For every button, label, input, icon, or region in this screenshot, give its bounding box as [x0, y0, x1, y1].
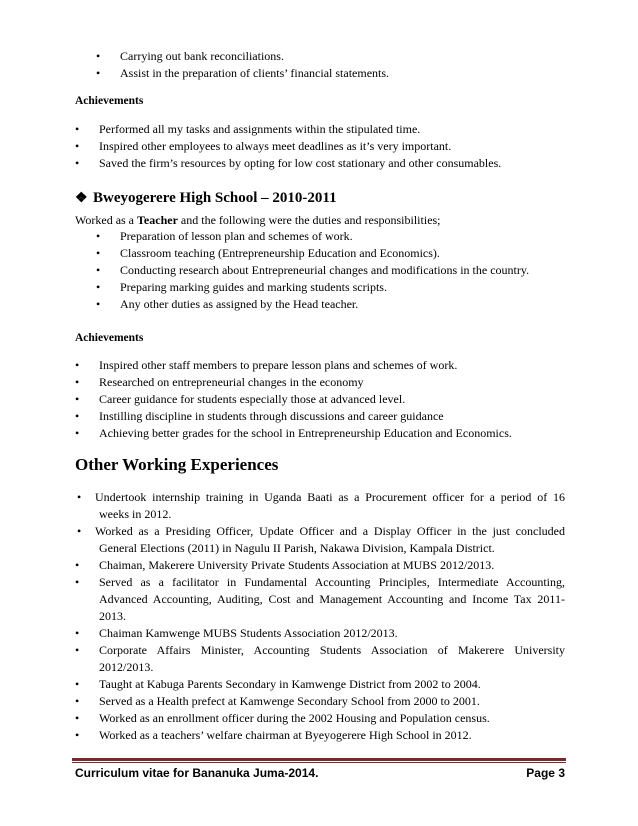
footer-divider	[72, 758, 566, 761]
achievements-heading: Achievements	[75, 95, 144, 107]
footer-divider-thin	[72, 762, 566, 763]
list-item: • Chaiman Kamwenge MUBS Students Association 2012/2013.	[75, 626, 398, 640]
page-footer	[75, 766, 565, 780]
list-item: • Served as a facilitator in Fundamental Accounting Principles, Intermediate Accounting, Advanced Accounting, Auditing, Cost and Management Accounting and Income Tax 2011- 2013.	[75, 575, 565, 623]
list-item: • Classroom teaching (Entrepreneurship Education and Economics).	[96, 246, 440, 260]
list-item: • Conducting research about Entrepreneurial changes and modifications in the country.	[96, 263, 530, 277]
school-heading: ❖ Bweyogerere High School – 2010-2011	[75, 190, 337, 206]
duties-list	[96, 228, 566, 313]
list-item: • Worked as an enrollment officer during the 2002 Housing and Population census.	[75, 711, 490, 725]
list-item: • Researched on entrepreneurial changes in the economy	[75, 375, 364, 389]
list-item: • Chaiman, Makerere University Private Students Association at MUBS 2012/2013.	[75, 558, 495, 572]
diamond-bullet-icon: ❖	[75, 191, 88, 206]
list-item: • Instilling discipline in students through discussions and career guidance	[75, 409, 444, 423]
list-item: • Any other duties as assigned by the Head teacher.	[96, 297, 359, 311]
achievements-list-1	[75, 121, 565, 172]
list-item: • Inspired other staff members to prepare lesson plans and schemes of work.	[75, 358, 458, 372]
achievements-list-2	[75, 357, 565, 442]
other-experiences-list	[75, 489, 565, 744]
list-item: • Taught at Kabuga Parents Secondary in Kamwenge District from 2002 to 2004.	[75, 677, 481, 691]
footer-title: Curriculum vitae for Bananuka Juma-2014.	[75, 766, 319, 780]
list-item: • Preparing marking guides and marking students scripts.	[96, 280, 387, 294]
school-intro: Worked as a Teacher and the following were the duties and responsibilities;	[75, 213, 441, 227]
achievements-heading: Achievements	[75, 332, 144, 344]
list-item: • Assist in the preparation of clients’ financial statements.	[96, 66, 390, 80]
list-item: • Preparation of lesson plan and schemes of work.	[96, 229, 353, 243]
list-item: • Career guidance for students especially those at advanced level.	[75, 392, 406, 406]
page-number: Page 3	[526, 766, 565, 780]
list-item: • Served as a Health prefect at Kamwenge Secondary School from 2000 to 2001.	[75, 694, 480, 708]
list-item: • Carrying out bank reconciliations.	[96, 49, 284, 63]
list-item: • Worked as a teachers’ welfare chairman at Byeyogerere High School in 2012.	[75, 728, 472, 742]
top-bullet-list	[96, 48, 566, 82]
list-item: • Worked as a Presiding Officer, Update Officer and a Display Officer in the just concluded General Elections (2011) in Nagulu II Parish, Nakawa Division, Kampala District.	[77, 524, 565, 555]
other-experiences-heading: Other Working Experiences	[75, 455, 279, 474]
list-item: • Corporate Affairs Minister, Accounting Students Association of Makerere University 2012/2013.	[75, 643, 565, 674]
list-item: • Saved the firm’s resources by opting for low cost stationary and other consumables.	[75, 156, 502, 170]
list-item: • Undertook internship training in Uganda Baati as a Procurement officer for a period of 16 weeks in 2012.	[77, 490, 565, 521]
list-item: • Inspired other employees to always meet deadlines as it’s very important.	[75, 139, 452, 153]
list-item: • Performed all my tasks and assignments within the stipulated time.	[75, 122, 421, 136]
list-item: • Achieving better grades for the school in Entrepreneurship Education and Economics.	[75, 426, 512, 440]
